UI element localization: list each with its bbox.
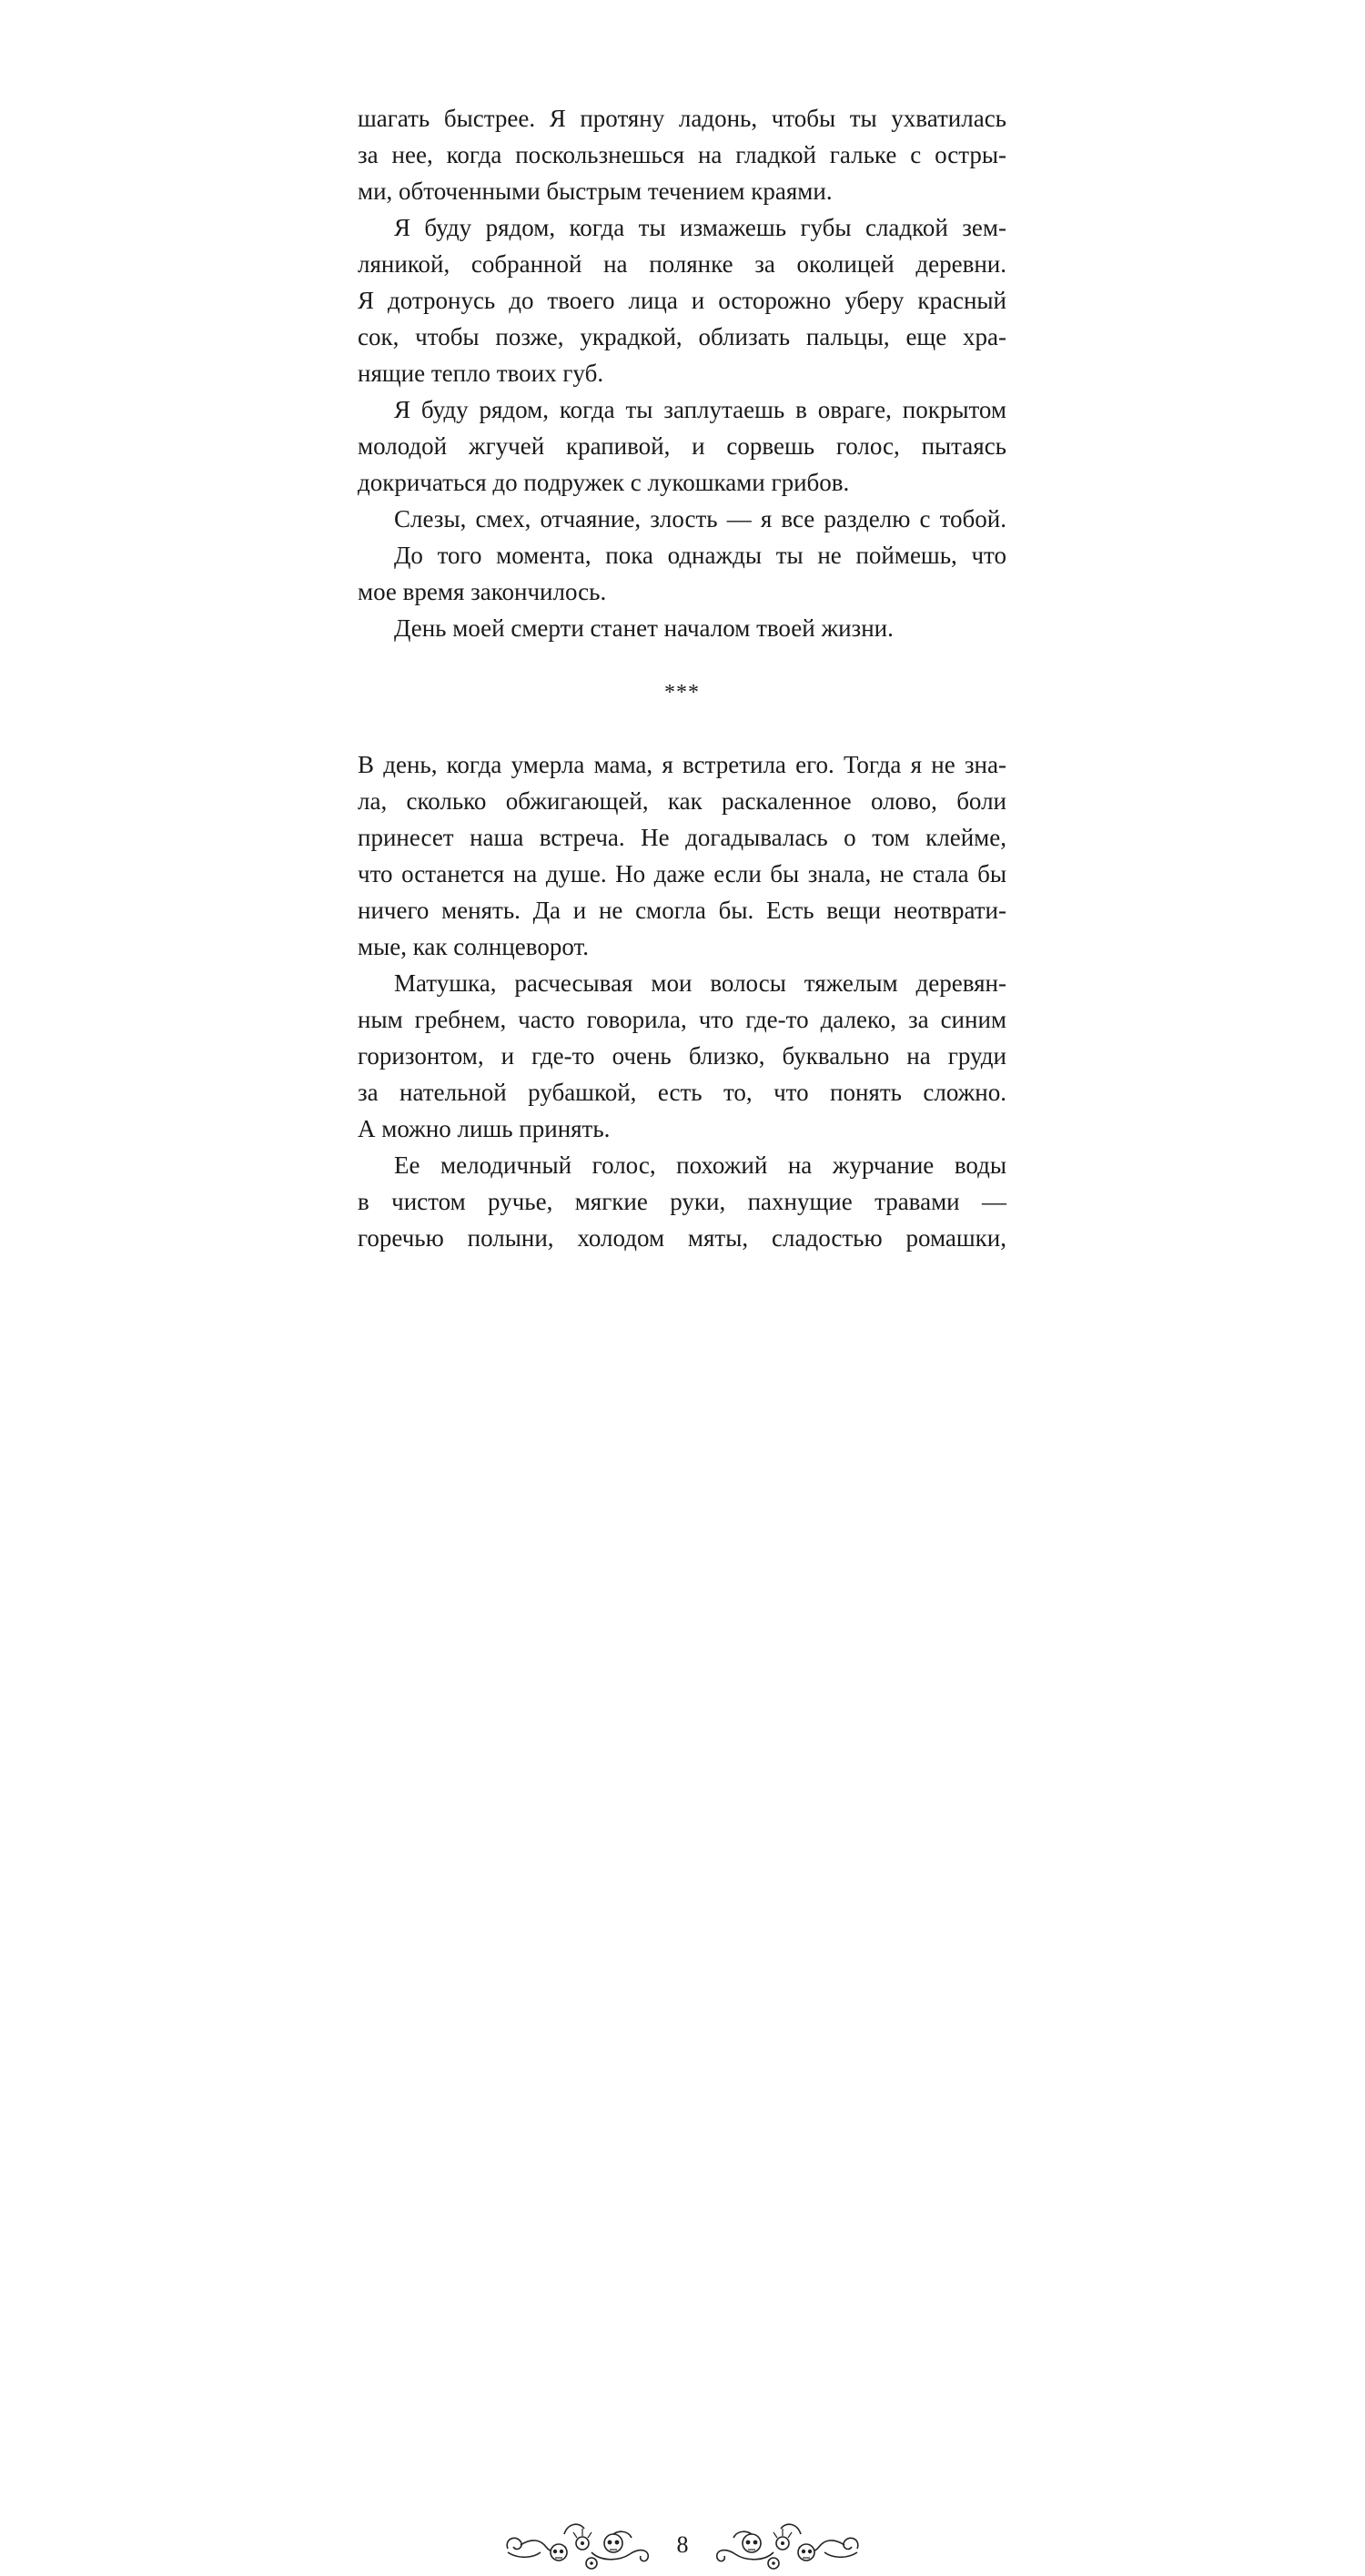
text-block-lower bbox=[358, 746, 1006, 1256]
section-separator: *** bbox=[664, 681, 700, 705]
text-line: за нательной рубашкой, есть то, что понять сложно. bbox=[358, 1079, 1006, 1106]
text-line: мое время закончилось. bbox=[358, 578, 607, 605]
page-footer bbox=[0, 1256, 1365, 2558]
text-block-upper bbox=[358, 100, 1006, 646]
text-line: Я дотронусь до твоего лица и осторожно уберу красный bbox=[358, 287, 1006, 314]
text-line: горизонтом, и где-то очень близко, буквально на груди bbox=[358, 1042, 1006, 1070]
text-line: мые, как солнцеворот. bbox=[358, 933, 589, 960]
text-line: сок, чтобы позже, украдкой, облизать пальцы, еще хра- bbox=[358, 323, 1006, 350]
text-line: молодой жгучей крапивой, и сорвешь голос, пытаясь bbox=[358, 432, 1006, 460]
text-line: ным гребнем, часто говорила, что где-то далеко, за синим bbox=[358, 1006, 1006, 1033]
text-line: День моей смерти станет началом твоей жизни. bbox=[394, 614, 894, 642]
text-line: До того момента, пока однажды ты не поймешь, что bbox=[394, 542, 1006, 569]
text-line: нящие тепло твоих губ. bbox=[358, 360, 604, 387]
text-line: докричаться до подружек с лукошками грибов. bbox=[358, 469, 850, 496]
text-line: Я буду рядом, когда ты заплутаешь в овраге, покрытом bbox=[394, 396, 1006, 423]
text-line: А можно лишь принять. bbox=[358, 1115, 611, 1142]
text-line: шагать быстрее. Я протяну ладонь, чтобы ты ухватилась bbox=[358, 105, 1006, 132]
text-line: за нее, когда поскользнешься на гладкой гальке с остры- bbox=[358, 141, 1006, 168]
text-line: ляникой, собранной на полянке за околицей деревни. bbox=[358, 250, 1006, 278]
text-line: в чистом ручье, мягкие руки, пахнущие травами — bbox=[358, 1188, 1006, 1215]
text-line: принесет наша встреча. Не догадывалась о том клейме, bbox=[358, 824, 1006, 851]
text-line: В день, когда умерла мама, я встретила его. Тогда я не зна- bbox=[358, 751, 1006, 778]
text-line: ла, сколько обжигающей, как раскаленное олово, боли bbox=[358, 787, 1006, 815]
floral-skull-ornament-icon bbox=[710, 2512, 864, 2576]
text-line: Слезы, смех, отчаяние, злость — я все разделю с тобой. bbox=[394, 505, 1006, 532]
text-line: Матушка, расчесывая мои волосы тяжелым деревян- bbox=[394, 969, 1006, 997]
page-number: 8 bbox=[676, 2531, 689, 2558]
floral-skull-ornament-icon bbox=[500, 2512, 655, 2576]
text-line: горечью полыни, холодом мяты, сладостью ромашки, bbox=[358, 1224, 1006, 1252]
text-line: ничего менять. Да и не смогла бы. Есть вещи неотврати- bbox=[358, 897, 1006, 924]
text-line: Ее мелодичный голос, похожий на журчание воды bbox=[394, 1151, 1006, 1179]
text-line: ми, обточенными быстрым течением краями. bbox=[358, 177, 833, 205]
text-line: что останется на душе. Но даже если бы знала, не стала бы bbox=[358, 860, 1006, 887]
text-line: Я буду рядом, когда ты измажешь губы сладкой зем- bbox=[394, 214, 1006, 241]
